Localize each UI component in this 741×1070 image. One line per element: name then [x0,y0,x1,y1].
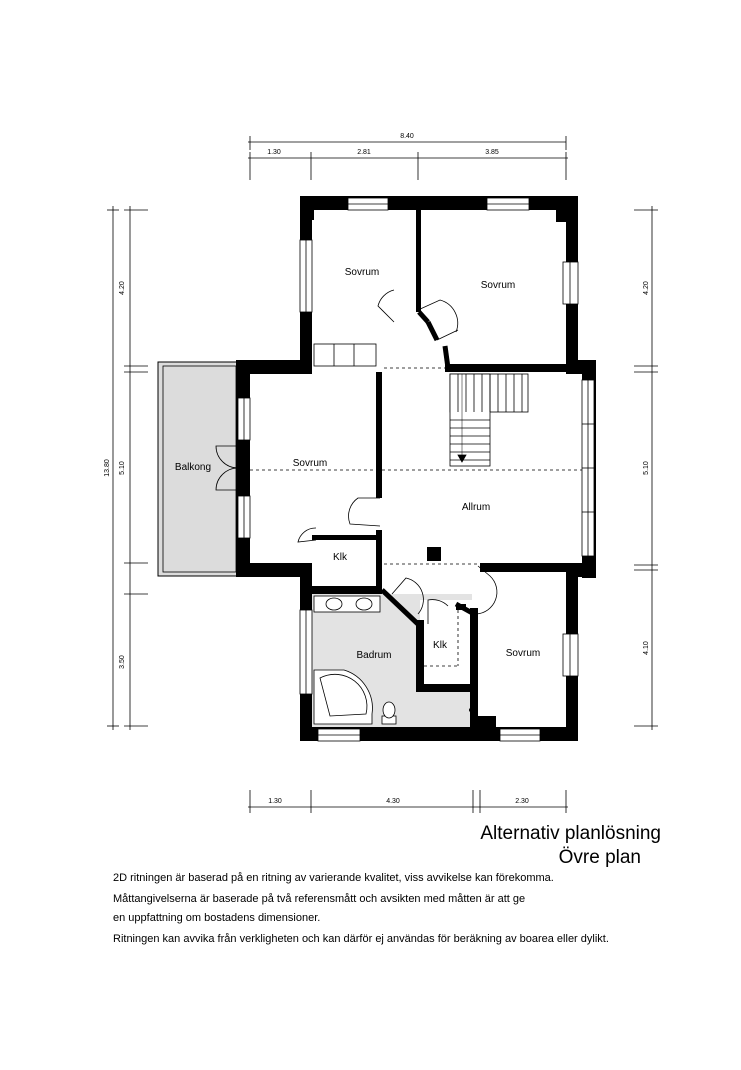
label-allrum: Allrum [461,502,491,513]
label-klk-2: Klk [433,640,447,651]
dim-left-1: 4.20 [119,281,126,295]
dim-left-total: 13.80 [104,459,111,477]
label-badrum: Badrum [356,650,392,661]
dim-right-2: 5.10 [643,461,650,475]
plan-subtitle: Övre plan [558,847,641,868]
dim-top-2: 2.81 [357,149,371,156]
sinks [314,596,380,612]
drain [469,708,473,712]
disclaimer-line: 2D ritningen är baserad på en ritning av varierande kvalitet, viss avvikelse kan förekomma. [113,872,554,884]
label-sovrum-ne: Sovrum [480,280,516,291]
dim-right-3: 4.10 [643,641,650,655]
dim-top-total: 8.40 [400,133,414,140]
angled-walls [382,312,474,626]
dim-bottom-2: 4.30 [386,798,400,805]
label-sovrum-nw: Sovrum [344,267,380,278]
label-sovrum-se: Sovrum [505,648,541,659]
label-balkong: Balkong [174,462,212,473]
toilet [382,702,396,724]
plan-title: Alternativ planlösning [480,823,661,844]
dim-top-1: 1.30 [267,149,281,156]
label-klk-1: Klk [333,552,347,563]
walls [236,196,596,741]
disclaimer-line: Måttangivelserna är baserade på två referensmått och avsikten med måtten är att ge [113,893,526,905]
disclaimer-line: Ritningen kan avvika från verkligheten och kan därför ej användas för beräkning av boarea eller dylikt. [113,933,609,945]
label-sovrum-w: Sovrum [292,458,328,469]
dim-bottom-1: 1.30 [268,798,282,805]
staircase [450,374,528,466]
dim-bottom-3: 2.30 [515,798,529,805]
dim-left-3: 3.50 [119,655,126,669]
dim-top-3: 3.85 [485,149,499,156]
disclaimer-line: en uppfattning om bostadens dimensioner. [113,912,321,924]
dim-left-2: 5.10 [119,461,126,475]
dim-right-1: 4.20 [643,281,650,295]
wardrobe [314,344,376,366]
